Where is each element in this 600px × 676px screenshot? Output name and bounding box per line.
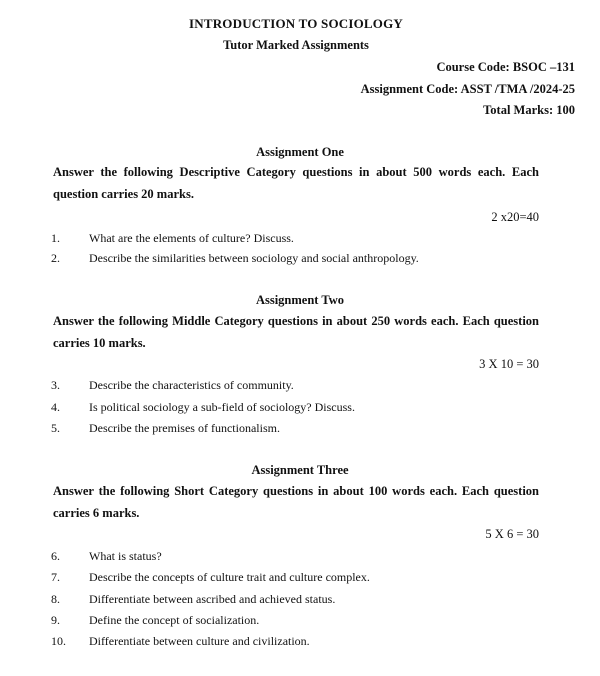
section-marks: 3 X 10 = 30	[479, 357, 539, 371]
question-number: 9.	[51, 613, 60, 627]
question-item	[51, 549, 162, 564]
question-number: 4.	[51, 400, 60, 414]
question-text: Differentiate between ascribed and achieved status.	[89, 592, 336, 606]
document-title: INTRODUCTION TO SOCIOLOGY	[188, 16, 403, 31]
question-item	[51, 592, 335, 607]
section-title: Assignment Two	[255, 293, 345, 307]
question-item	[51, 634, 310, 649]
question-item	[51, 231, 294, 246]
question-text: What are the elements of culture? Discuss.	[89, 231, 294, 245]
assignment-code: Assignment Code: ASST /TMA /2024-25	[360, 82, 575, 96]
question-text: Is political sociology a sub-field of sociology? Discuss.	[89, 400, 355, 414]
section-title: Assignment One	[256, 145, 344, 159]
question-number: 1.	[51, 231, 60, 245]
question-item	[51, 613, 259, 628]
question-text: What is status?	[89, 549, 162, 563]
question-number: 10.	[51, 634, 66, 648]
question-item	[51, 570, 370, 585]
question-item	[51, 378, 294, 393]
question-text: Describe the characteristics of community.	[89, 378, 294, 392]
course-code: Course Code: BSOC –131	[436, 60, 575, 74]
question-text: Differentiate between culture and civilization.	[89, 634, 310, 648]
section-instruction: Answer the following Short Category questions in about 100 words each. Each question carries 6 marks.	[53, 484, 539, 520]
section-marks: 2 x20=40	[491, 210, 539, 224]
question-number: 2.	[51, 251, 60, 265]
question-item	[51, 421, 280, 436]
question-number: 6.	[51, 549, 60, 563]
question-text: Describe the similarities between sociology and social anthropology.	[89, 251, 419, 265]
section-instruction: Answer the following Middle Category questions in about 250 words each. Each question carries 10 marks.	[53, 314, 539, 350]
question-text: Describe the premises of functionalism.	[89, 421, 280, 435]
question-number: 5.	[51, 421, 60, 435]
section-title: Assignment Three	[251, 463, 349, 477]
document-subtitle: Tutor Marked Assignments	[223, 38, 369, 52]
question-item	[51, 400, 355, 415]
section-marks: 5 X 6 = 30	[485, 527, 539, 541]
question-text: Describe the concepts of culture trait and culture complex.	[89, 570, 370, 584]
question-number: 7.	[51, 570, 60, 584]
total-marks: Total Marks: 100	[483, 103, 575, 117]
question-text: Define the concept of socialization.	[89, 613, 260, 627]
question-number: 3.	[51, 378, 60, 392]
section-instruction: Answer the following Descriptive Category questions in about 500 words each. Each question carries 20 marks.	[53, 165, 539, 201]
question-number: 8.	[51, 592, 60, 606]
question-item	[51, 251, 419, 266]
